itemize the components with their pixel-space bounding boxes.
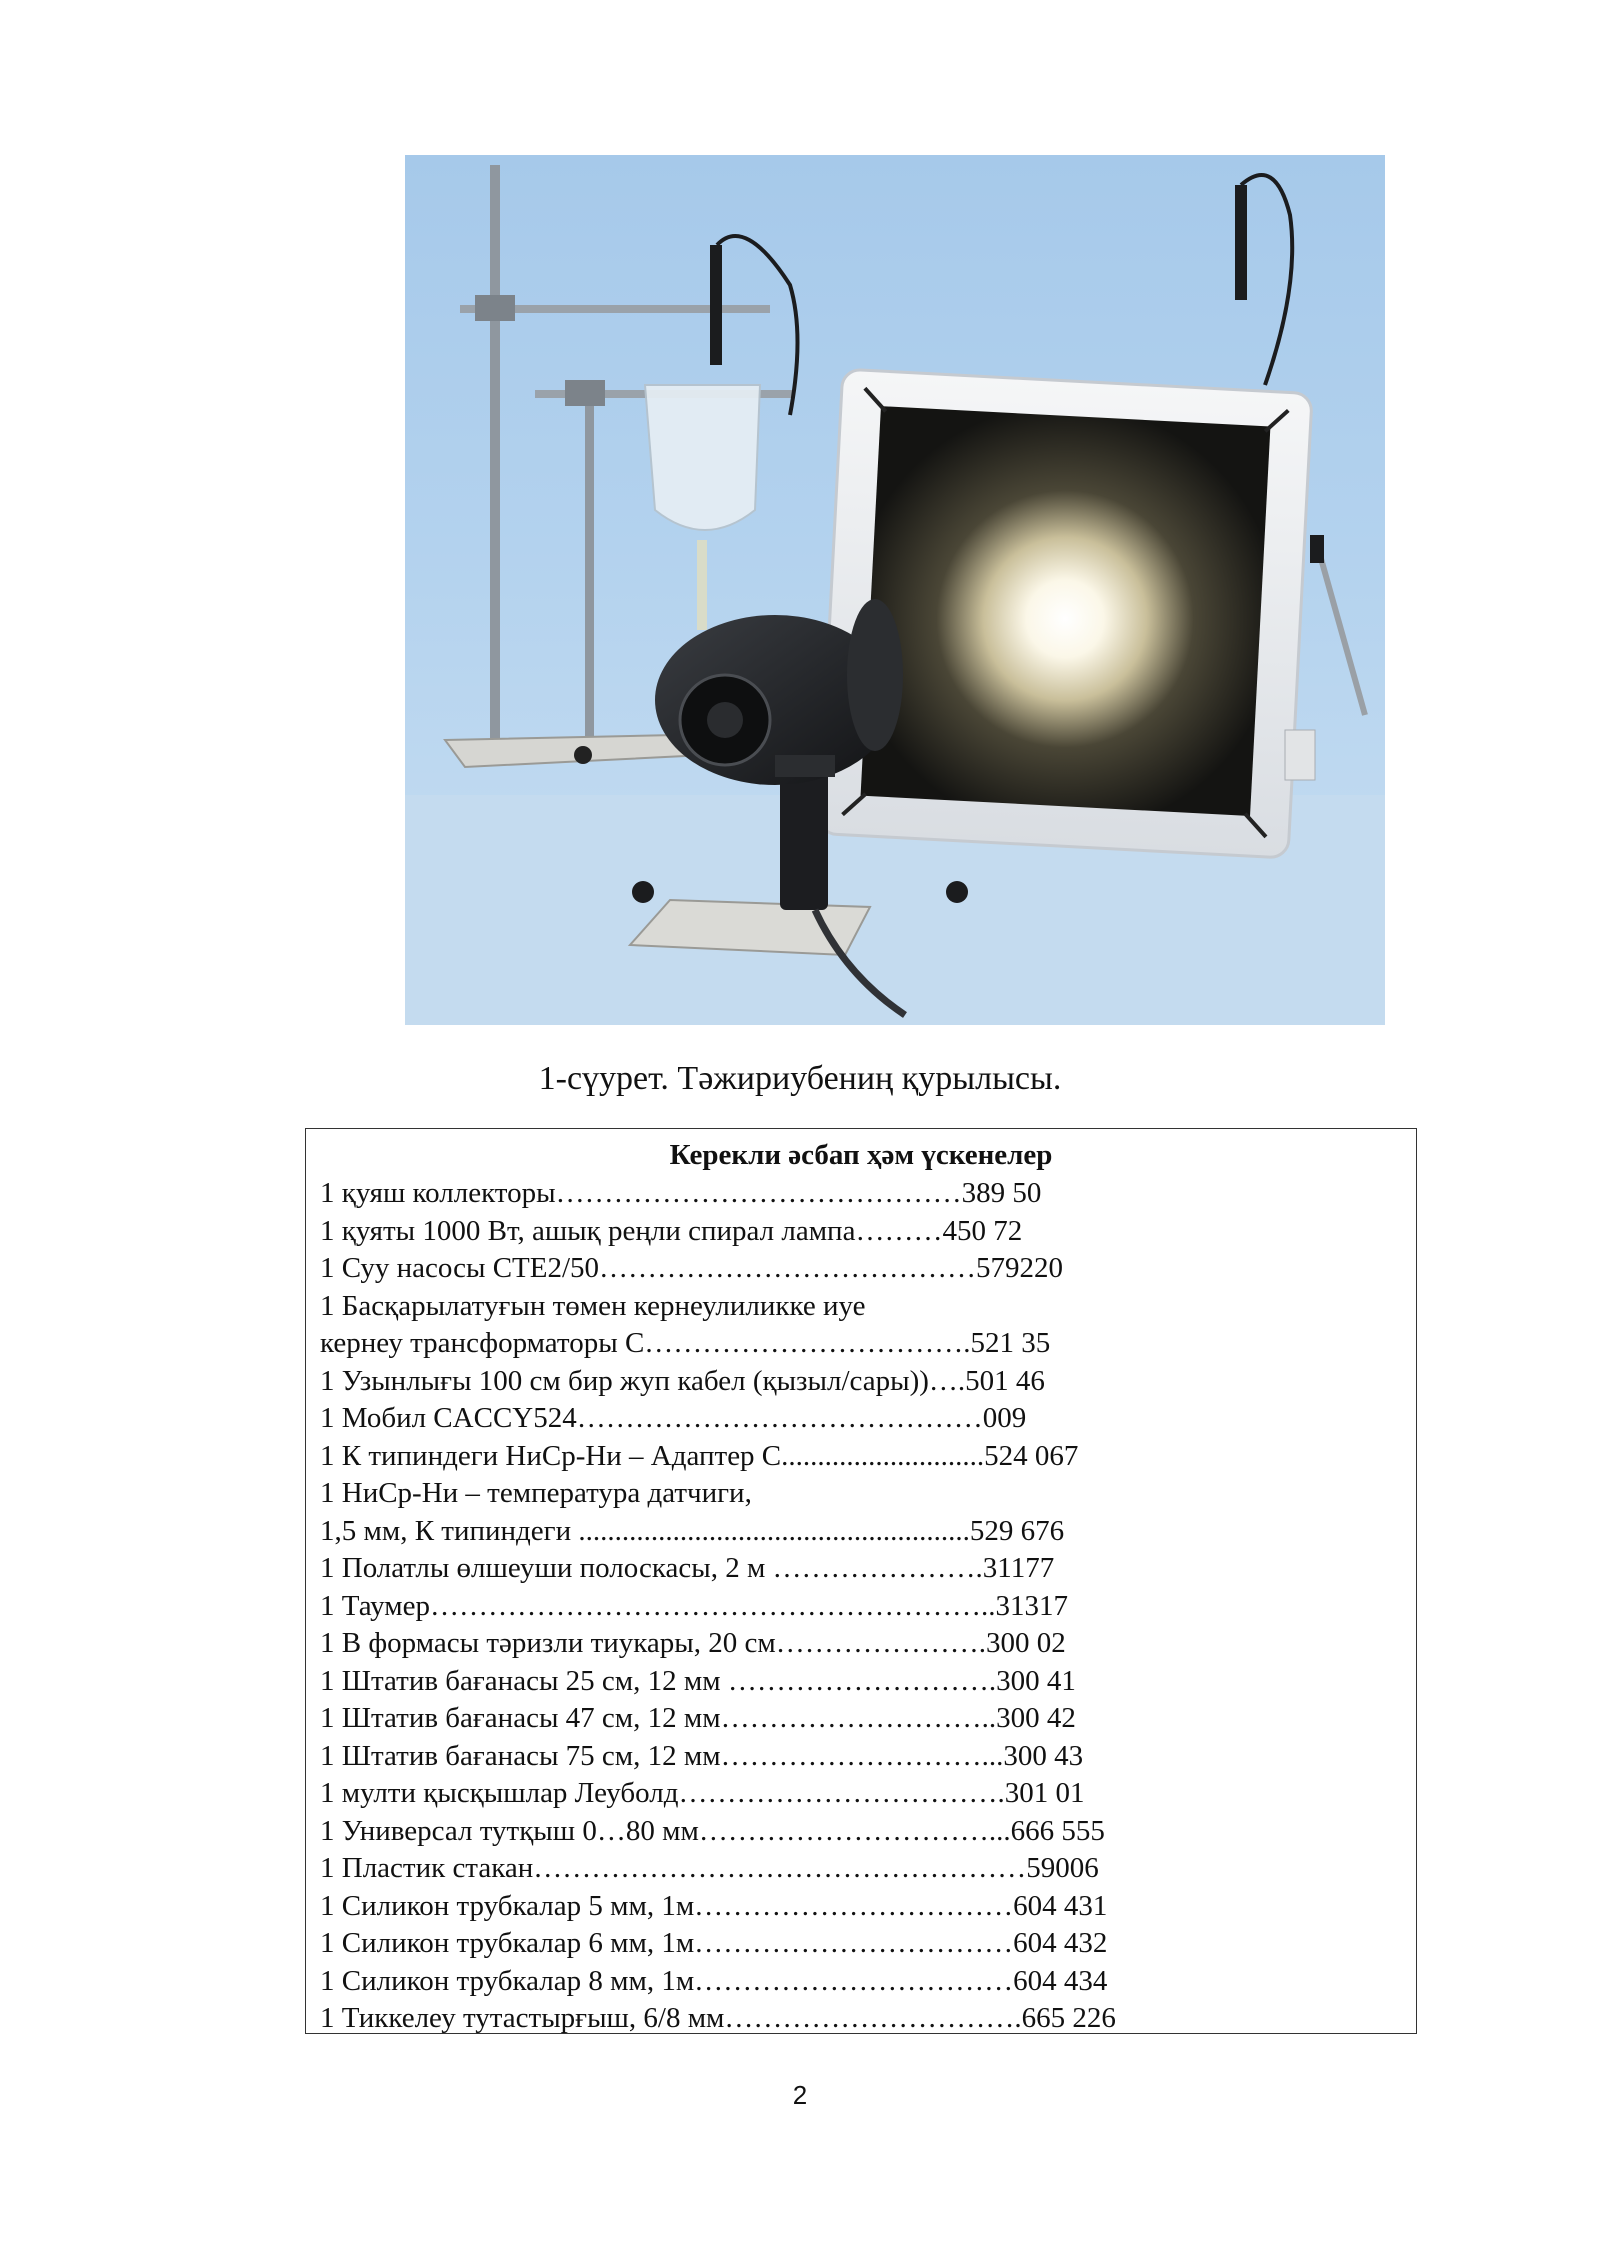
list-item: 1 Универсал тутқыш 0…80 мм…………………………...666 555 [320, 1814, 1105, 1847]
list-item: 1 Таумер…………………………………………………..31317 [320, 1589, 1068, 1622]
list-item: 1 Силикон трубкалар 5 мм, 1м……………………………604 431 [320, 1889, 1108, 1922]
list-item: 1,5 мм, К типиндеги ......................................................529 676 [320, 1514, 1065, 1547]
equipment-list-box [305, 1128, 1417, 2034]
list-item: 1 Узынлығы 100 см бир жуп кабел (қызыл/сары))….501 46 [320, 1364, 1045, 1397]
list-item: 1 мулти қысқышлар Леуболд…………………………….301 01 [320, 1777, 1085, 1809]
list-item: 1 қуяш коллекторы……………………………………389 50 [320, 1177, 1042, 1209]
list-item: 1 Штатив бағанасы 75 см, 12 мм………………………...300 43 [320, 1739, 1084, 1772]
list-item: 1 Полатлы өлшеуши полоскасы, 2 м ………………….31177 [320, 1552, 1055, 1584]
equipment-list-title: Керекли әсбап ҳәм үскенелер [669, 1139, 1053, 1171]
list-item: 1 Тиккелеу тутастырғыш, 6/8 мм………………………….665 226 [320, 2002, 1116, 2034]
list-item: 1 НиСр-Ни – температура датчиги, [320, 1477, 752, 1509]
solar-collector-setup-photo-icon [405, 155, 1385, 1025]
list-item: 1 В формасы тәризли тиукары, 20 см………………….300 02 [320, 1627, 1066, 1659]
list-item: 1 К типиндеги НиСр-Ни – Адаптер С............................524 067 [320, 1439, 1079, 1472]
list-item: 1 Пластик стакан……………………………………………59006 [320, 1852, 1099, 1884]
list-item: 1 Суу насосы СТЕ2/50…………………………………579220 [320, 1252, 1064, 1284]
figure-caption: 1-сүурет. Тәжириубениң қурылысы. [538, 1060, 1062, 1097]
list-item: 1 Штатив бағанасы 25 см, 12 мм ……………………….300 41 [320, 1664, 1076, 1697]
experiment-photo [405, 155, 1385, 1025]
list-item: 1 Штатив бағанасы 47 см, 12 мм………………………..300 42 [320, 1702, 1076, 1734]
list-item: 1 қуяты 1000 Вт, ашық реңли спирал лампа………450 72 [320, 1214, 1023, 1247]
list-item: 1 Силикон трубкалар 6 мм, 1м……………………………604 432 [320, 1927, 1108, 1959]
list-item: кернеу трансформаторы С…………………………….521 35 [320, 1327, 1051, 1359]
list-item: 1 Басқарылатуғын төмен кернеулиликке иуе [320, 1289, 866, 1322]
equipment-list [320, 1175, 1402, 2038]
list-item: 1 Силикон трубкалар 8 мм, 1м……………………………604 434 [320, 1964, 1108, 1997]
list-item: 1 Мобил CACCY524……………………………………009 [320, 1402, 1027, 1434]
page-number: 2 [792, 2080, 808, 2110]
